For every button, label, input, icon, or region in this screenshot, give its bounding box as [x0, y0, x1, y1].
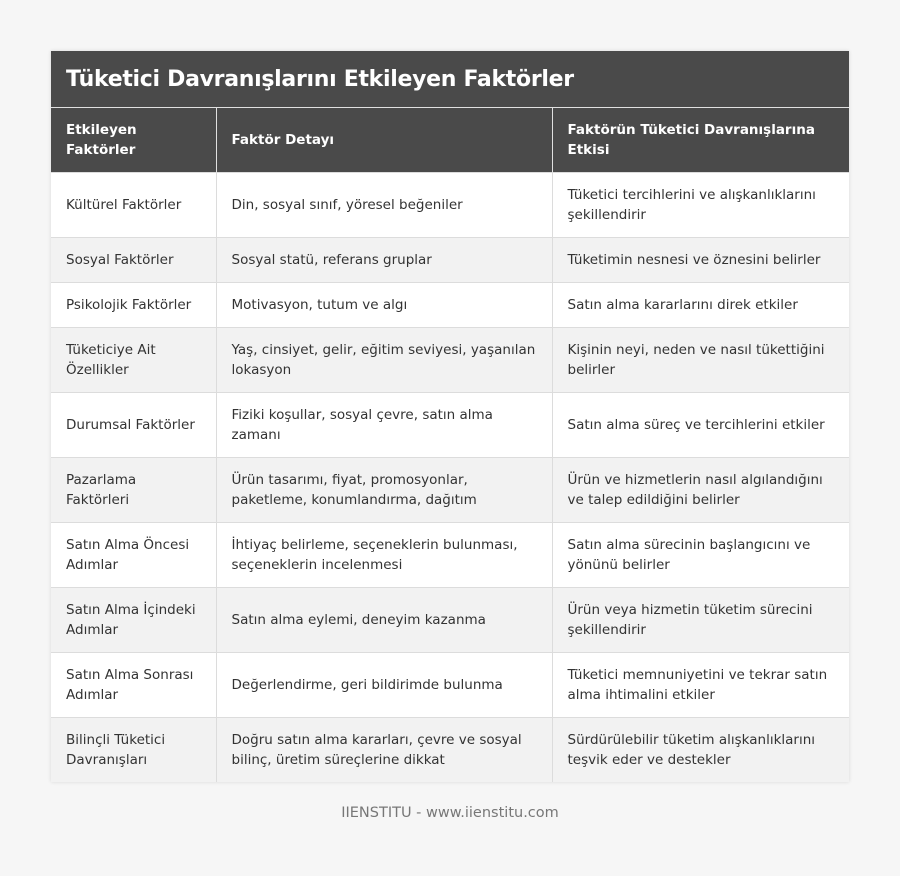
cell-detail: İhtiyaç belirleme, seçeneklerin bulunması, seçeneklerin incelenmesi	[216, 523, 552, 588]
cell-detail: Motivasyon, tutum ve algı	[216, 283, 552, 328]
cell-factor: Bilinçli Tüketici Davranışları	[51, 718, 216, 783]
cell-factor: Psikolojik Faktörler	[51, 283, 216, 328]
cell-factor: Satın Alma İçindeki Adımlar	[51, 588, 216, 653]
table-row	[51, 238, 849, 283]
cell-effect: Ürün ve hizmetlerin nasıl algılandığını ve talep edildiğini belirler	[552, 458, 849, 523]
table-row	[51, 173, 849, 238]
cell-factor: Sosyal Faktörler	[51, 238, 216, 283]
cell-factor: Satın Alma Öncesi Adımlar	[51, 523, 216, 588]
column-header-effect: Faktörün Tüketici Davranışlarına Etkisi	[552, 108, 849, 173]
factors-table	[51, 108, 849, 782]
cell-effect: Sürdürülebilir tüketim alışkanlıklarını teşvik eder ve destekler	[552, 718, 849, 783]
column-header-detail: Faktör Detayı	[216, 108, 552, 173]
cell-effect: Satın alma sürecinin başlangıcını ve yönünü belirler	[552, 523, 849, 588]
footer-credit: IIENSTITU - www.iienstitu.com	[341, 805, 559, 821]
cell-detail: Yaş, cinsiyet, gelir, eğitim seviyesi, yaşanılan lokasyon	[216, 328, 552, 393]
cell-effect: Tüketici memnuniyetini ve tekrar satın alma ihtimalini etkiler	[552, 653, 849, 718]
cell-factor: Pazarlama Faktörleri	[51, 458, 216, 523]
cell-factor: Kültürel Faktörler	[51, 173, 216, 238]
cell-effect: Tüketici tercihlerini ve alışkanlıklarını şekillendirir	[552, 173, 849, 238]
table-row	[51, 588, 849, 653]
cell-effect: Satın alma kararlarını direk etkiler	[552, 283, 849, 328]
table-row	[51, 393, 849, 458]
header-row	[51, 108, 849, 173]
cell-detail: Doğru satın alma kararları, çevre ve sosyal bilinç, üretim süreçlerine dikkat	[216, 718, 552, 783]
cell-effect: Tüketimin nesnesi ve öznesini belirler	[552, 238, 849, 283]
table-row	[51, 653, 849, 718]
cell-factor: Durumsal Faktörler	[51, 393, 216, 458]
cell-effect: Kişinin neyi, neden ve nasıl tükettiğini belirler	[552, 328, 849, 393]
cell-factor: Tüketiciye Ait Özellikler	[51, 328, 216, 393]
cell-detail: Sosyal statü, referans gruplar	[216, 238, 552, 283]
table-row	[51, 718, 849, 783]
cell-detail: Din, sosyal sınıf, yöresel beğeniler	[216, 173, 552, 238]
table-row	[51, 458, 849, 523]
cell-detail: Fiziki koşullar, sosyal çevre, satın alma zamanı	[216, 393, 552, 458]
cell-detail: Değerlendirme, geri bildirimde bulunma	[216, 653, 552, 718]
cell-detail: Satın alma eylemi, deneyim kazanma	[216, 588, 552, 653]
table-title: Tüketici Davranışlarını Etkileyen Faktörler	[51, 51, 849, 108]
table-row	[51, 283, 849, 328]
table-row	[51, 523, 849, 588]
table-row	[51, 328, 849, 393]
cell-factor: Satın Alma Sonrası Adımlar	[51, 653, 216, 718]
table-card	[51, 51, 849, 782]
cell-detail: Ürün tasarımı, fiyat, promosyonlar, paketleme, konumlandırma, dağıtım	[216, 458, 552, 523]
cell-effect: Satın alma süreç ve tercihlerini etkiler	[552, 393, 849, 458]
cell-effect: Ürün veya hizmetin tüketim sürecini şekillendirir	[552, 588, 849, 653]
column-header-factors: Etkileyen Faktörler	[51, 108, 216, 173]
